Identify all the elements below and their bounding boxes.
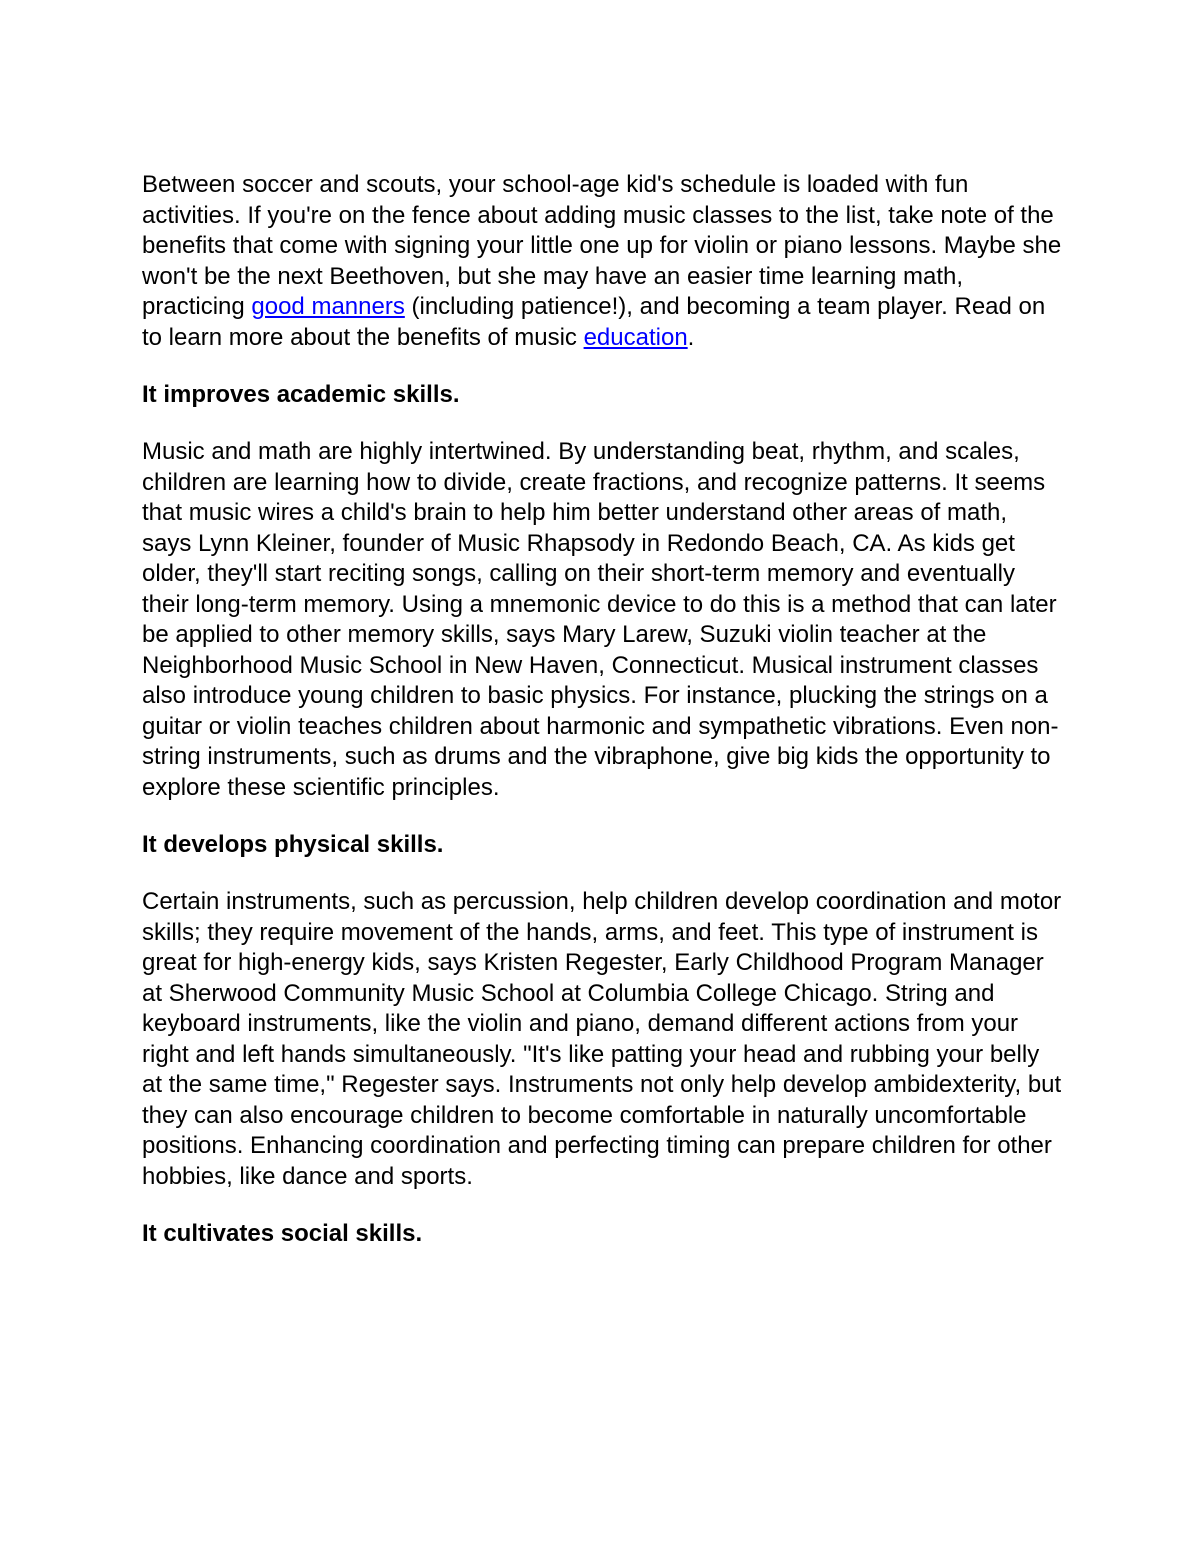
section-heading-physical: It develops physical skills. [142, 831, 444, 858]
intro-text-1: Between soccer and scouts, your school-age kid's schedule is loaded with fun activities. If you're on the fence about adding music classes to the list, take note of the benefits that come with signing your little one up for violin or piano lessons. Maybe she won't be the next Beethoven, but she may have an easier time learning math, practicing [142, 171, 1062, 320]
document-page [142, 170, 1062, 1276]
education-link[interactable]: education [583, 323, 688, 351]
section-heading-social: It cultivates social skills. [142, 1220, 423, 1247]
section-heading-academic: It improves academic skills. [142, 381, 460, 408]
section-body-academic: Music and math are highly intertwined. By understanding beat, rhythm, and scales, children are learning how to divide, create fractions, and recognize patterns. It seems that music wires a child's brain to help him better understand other areas of math, says Lynn Kleiner, founder of Music Rhapsody in Redondo Beach, CA. As kids get older, they'll start reciting songs, calling on their short-term memory and eventually their long-term memory. Using a mnemonic device to do this is a method that can later be applied to other memory skills, says Mary Larew, Suzuki violin teacher at the Neighborhood Music School in New Haven, Connecticut. Musical instrument classes also introduce young children to basic physics. For instance, plucking the strings on a guitar or violin teaches children about harmonic and sympathetic vibrations. Even non-string instruments, such as drums and the vibraphone, give big kids the opportunity to explore these scientific principles. [142, 438, 1059, 801]
intro-text-2: (including patience!), and becoming a team player. Read on to learn more about the benefits of music [142, 293, 1046, 351]
section-body-physical: Certain instruments, such as percussion, help children develop coordination and motor skills; they require movement of the hands, arms, and feet. This type of instrument is great for high-energy kids, says Kristen Regester, Early Childhood Program Manager at Sherwood Community Music School at Columbia College Chicago. String and keyboard instruments, like the violin and piano, demand different actions from your right and left hands simultaneously. "It's like patting your head and rubbing your belly at the same time," Regester says. Instruments not only help develop ambidexterity, but they can also encourage children to become comfortable in naturally uncomfortable positions. Enhancing coordination and perfecting timing can prepare children for other hobbies, like dance and sports. [142, 888, 1062, 1190]
intro-paragraph [142, 170, 1062, 353]
intro-text-3: . [687, 323, 695, 351]
good-manners-link[interactable]: good manners [251, 293, 405, 320]
